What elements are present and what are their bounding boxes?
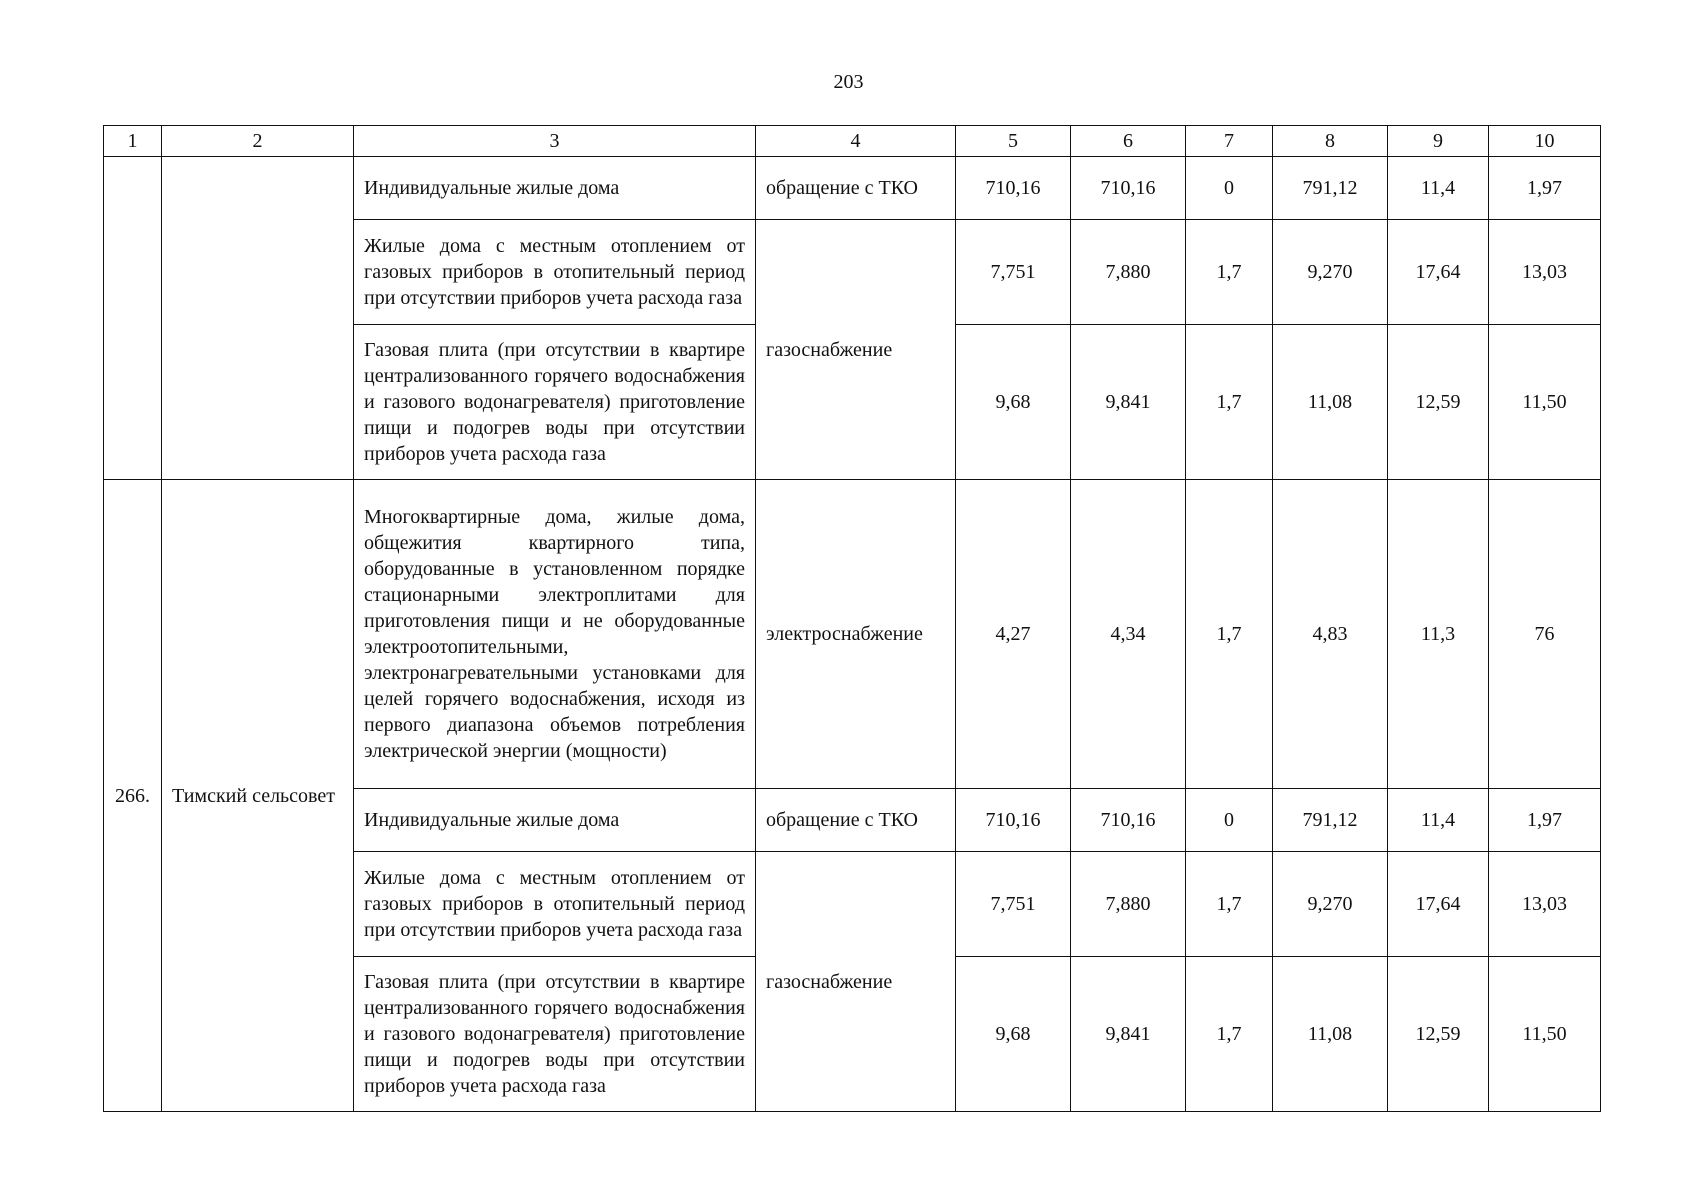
value-cell: 12,59 [1388, 325, 1489, 480]
header-cell: 8 [1273, 126, 1388, 157]
value-cell: 9,270 [1273, 852, 1388, 957]
value-cell: 1,7 [1186, 325, 1273, 480]
municipality-cell: Тимский сельсовет [162, 480, 354, 1112]
header-cell: 5 [956, 126, 1071, 157]
header-cell: 7 [1186, 126, 1273, 157]
table-row [104, 157, 1601, 220]
value-cell: 791,12 [1273, 789, 1388, 852]
value-cell: 791,12 [1273, 157, 1388, 220]
service-cell: обращение с ТКО [756, 789, 956, 852]
value-cell: 710,16 [956, 789, 1071, 852]
page-number: 203 [833, 71, 864, 93]
service-cell: газоснабжение [756, 220, 956, 480]
value-cell: 0 [1186, 789, 1273, 852]
value-cell: 11,50 [1489, 957, 1601, 1112]
value-cell: 9,841 [1071, 957, 1186, 1112]
value-cell: 11,08 [1273, 957, 1388, 1112]
value-cell: 4,27 [956, 480, 1071, 789]
value-cell: 1,97 [1489, 789, 1601, 852]
category-cell: Газовая плита (при отсутствии в квартире централизованного горячего водоснабжения и газового водонагревателя) приготовление пищи и подогрев воды при отсутствии приборов учета расхода газа [354, 325, 756, 480]
row-number-cell [104, 157, 162, 480]
category-cell: Жилые дома с местным отоплением от газовых приборов в отопительный период при отсутствии приборов учета расхода газа [354, 852, 756, 957]
value-cell: 76 [1489, 480, 1601, 789]
category-cell: Жилые дома с местным отоплением от газовых приборов в отопительный период при отсутствии приборов учета расхода газа [354, 220, 756, 325]
value-cell: 7,751 [956, 852, 1071, 957]
service-cell: обращение с ТКО [756, 157, 956, 220]
value-cell: 1,7 [1186, 220, 1273, 325]
header-cell: 1 [104, 126, 162, 157]
tariff-table [103, 125, 1601, 1112]
header-cell: 6 [1071, 126, 1186, 157]
header-cell: 2 [162, 126, 354, 157]
value-cell: 11,50 [1489, 325, 1601, 480]
service-cell: электроснабжение [756, 480, 956, 789]
category-cell: Индивидуальные жилые дома [354, 789, 756, 852]
table-row [104, 480, 1601, 789]
value-cell: 710,16 [1071, 789, 1186, 852]
value-cell: 4,83 [1273, 480, 1388, 789]
value-cell: 1,7 [1186, 957, 1273, 1112]
value-cell: 7,880 [1071, 220, 1186, 325]
category-cell: Индивидуальные жилые дома [354, 157, 756, 220]
value-cell: 1,97 [1489, 157, 1601, 220]
header-row [104, 126, 1601, 157]
value-cell: 11,4 [1388, 789, 1489, 852]
value-cell: 13,03 [1489, 852, 1601, 957]
value-cell: 11,08 [1273, 325, 1388, 480]
value-cell: 9,68 [956, 325, 1071, 480]
value-cell: 1,7 [1186, 480, 1273, 789]
value-cell: 7,751 [956, 220, 1071, 325]
category-cell: Многоквартирные дома, жилые дома, общежития квартирного типа, оборудованные в установленном порядке стационарными электроплитами для приготовления пищи и не оборудованные электроотопительными, электронагревательными установками для целей горячего водоснабжения, исходя из первого диапазона объемов потребления электрической энергии (мощности) [354, 480, 756, 789]
value-cell: 0 [1186, 157, 1273, 220]
header-cell: 4 [756, 126, 956, 157]
value-cell: 710,16 [956, 157, 1071, 220]
value-cell: 11,4 [1388, 157, 1489, 220]
row-number-cell: 266. [104, 480, 162, 1112]
value-cell: 13,03 [1489, 220, 1601, 325]
value-cell: 9,68 [956, 957, 1071, 1112]
value-cell: 17,64 [1388, 220, 1489, 325]
municipality-cell [162, 157, 354, 480]
value-cell: 9,841 [1071, 325, 1186, 480]
category-cell: Газовая плита (при отсутствии в квартире централизованного горячего водоснабжения и газового водонагревателя) приготовление пищи и подогрев воды при отсутствии приборов учета расхода газа [354, 957, 756, 1112]
value-cell: 17,64 [1388, 852, 1489, 957]
header-cell: 10 [1489, 126, 1601, 157]
value-cell: 7,880 [1071, 852, 1186, 957]
value-cell: 4,34 [1071, 480, 1186, 789]
value-cell: 1,7 [1186, 852, 1273, 957]
value-cell: 9,270 [1273, 220, 1388, 325]
header-cell: 9 [1388, 126, 1489, 157]
value-cell: 710,16 [1071, 157, 1186, 220]
value-cell: 11,3 [1388, 480, 1489, 789]
value-cell: 12,59 [1388, 957, 1489, 1112]
service-cell: газоснабжение [756, 852, 956, 1112]
header-cell: 3 [354, 126, 756, 157]
